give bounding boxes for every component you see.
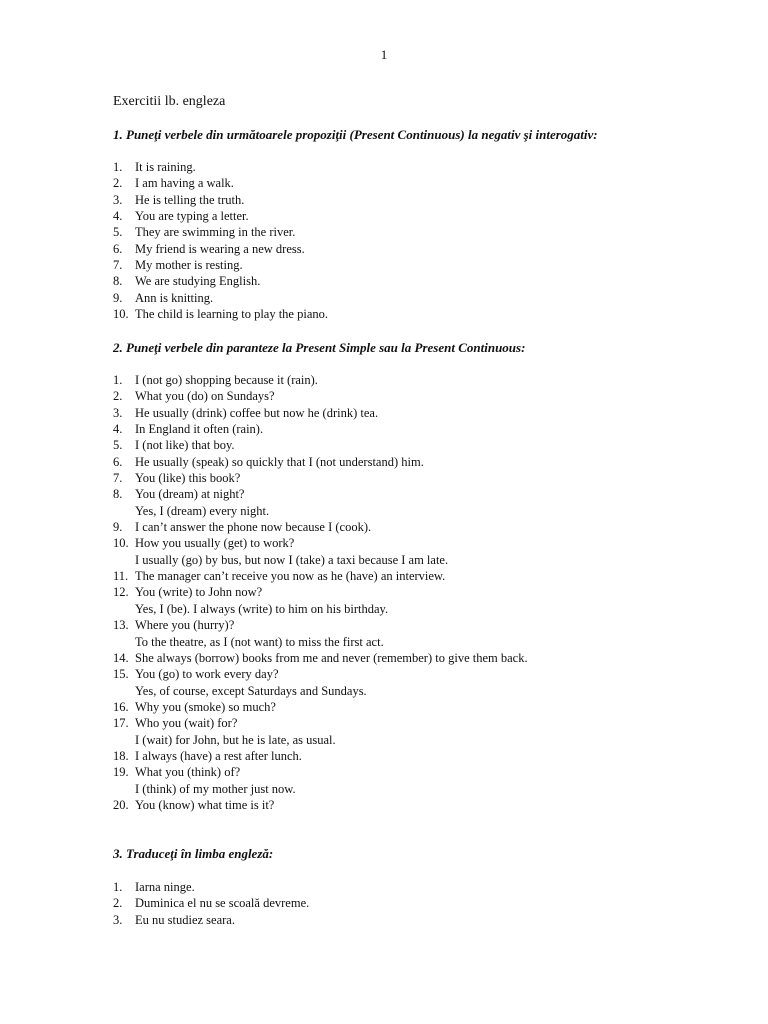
list-item — [113, 764, 528, 797]
item-text: It is raining. — [135, 160, 196, 174]
list-item — [113, 912, 309, 928]
item-number: 5. — [113, 438, 123, 453]
list-item — [113, 895, 309, 911]
list-item — [113, 715, 528, 748]
item-text: The child is learning to play the piano. — [135, 307, 329, 322]
item-number: 13. — [113, 618, 129, 633]
list-item — [113, 208, 328, 224]
list-item — [113, 617, 528, 650]
list-item — [113, 241, 328, 257]
item-text: Yes, I (be). I always (write) to him on his birthday. — [135, 601, 389, 616]
list-item — [113, 224, 328, 240]
item-text: To the theatre, as I (not want) to miss the first act. — [135, 634, 384, 649]
item-number: 9. — [113, 520, 123, 535]
section-3-heading: 3. Traduceţi în limba engleză: — [113, 846, 274, 861]
item-text: My friend is wearing a new dress. — [135, 241, 305, 256]
list-item — [113, 388, 528, 404]
list-item — [113, 748, 528, 764]
item-number: 2. — [113, 389, 123, 404]
item-number: 15. — [113, 667, 129, 682]
item-number: 18. — [113, 748, 129, 763]
item-text: You (like) this book? — [135, 471, 241, 486]
item-number: 7. — [113, 258, 123, 273]
list-item — [113, 535, 528, 568]
item-text: They are swimming in the river. — [135, 225, 296, 240]
list-item — [113, 372, 528, 388]
item-number: 3. — [113, 405, 123, 420]
item-number: 3. — [113, 912, 123, 927]
item-number: 6. — [113, 241, 123, 256]
item-text: We are studying English. — [135, 274, 261, 289]
item-text: Yes, I (dream) every night. — [135, 503, 270, 518]
item-number: 10. — [113, 307, 129, 322]
list-item — [113, 273, 328, 289]
item-text: In England it often (rain). — [135, 422, 264, 437]
list-item — [113, 486, 528, 519]
item-number: 10. — [113, 536, 129, 551]
item-number: 7. — [113, 471, 123, 486]
list-item — [113, 437, 528, 453]
item-text: I (think) of my mother just now. — [135, 781, 296, 796]
item-text: I (not go) shopping because it (rain). — [135, 373, 318, 387]
item-number: 16. — [113, 699, 129, 714]
item-text: The manager can’t receive you now as he (have) an interview. — [135, 569, 446, 584]
list-item — [113, 405, 528, 421]
item-number: 19. — [113, 765, 129, 780]
item-text: You (write) to John now? — [135, 585, 263, 600]
item-text: Yes, of course, except Saturdays and Sundays. — [135, 683, 367, 698]
item-number: 3. — [113, 192, 123, 207]
list-item — [113, 650, 528, 666]
item-number: 4. — [113, 422, 123, 437]
item-number: 14. — [113, 650, 129, 665]
section-3-list — [113, 879, 309, 928]
document-title: Exercitii lb. engleza — [113, 94, 226, 109]
item-text: Iarna ninge. — [135, 880, 195, 894]
item-number: 1. — [113, 880, 123, 894]
item-text: Who you (wait) for? — [135, 716, 238, 731]
list-item — [113, 470, 528, 486]
list-item — [113, 699, 528, 715]
list-item — [113, 192, 328, 208]
list-item — [113, 306, 328, 322]
item-number: 2. — [113, 896, 123, 911]
list-item — [113, 584, 528, 617]
item-number: 4. — [113, 209, 123, 224]
item-number: 17. — [113, 716, 129, 731]
item-text: You (dream) at night? — [135, 487, 245, 502]
item-number: 5. — [113, 225, 123, 240]
item-text: Why you (smoke) so much? — [135, 699, 276, 714]
item-text: My mother is resting. — [135, 258, 243, 273]
section-1-heading: 1. Puneţi verbele din următoarele propoziţii (Present Continuous) la negativ şi interogativ: — [113, 127, 598, 142]
page-number: 1 — [380, 47, 388, 62]
item-text: I can’t answer the phone now because I (cook). — [135, 520, 372, 535]
item-text: I (wait) for John, but he is late, as usual. — [135, 732, 336, 747]
item-text: She always (borrow) books from me and never (remember) to give them back. — [135, 650, 528, 665]
item-text: I (not like) that boy. — [135, 438, 235, 453]
list-item — [113, 568, 528, 584]
list-item — [113, 290, 328, 306]
list-item — [113, 666, 528, 699]
list-item — [113, 797, 528, 813]
item-text: Eu nu studiez seara. — [135, 912, 235, 927]
section-2-list — [113, 372, 528, 813]
item-number: 9. — [113, 290, 123, 305]
item-text: You (go) to work every day? — [135, 667, 279, 682]
item-text: I always (have) a rest after lunch. — [135, 748, 302, 763]
item-text: What you (think) of? — [135, 765, 241, 780]
item-text: I usually (go) by bus, but now I (take) a taxi because I am late. — [135, 552, 449, 567]
item-number: 2. — [113, 176, 123, 191]
list-item — [113, 454, 528, 470]
list-item — [113, 519, 528, 535]
list-item — [113, 421, 528, 437]
item-text: He usually (speak) so quickly that I (not understand) him. — [135, 454, 424, 469]
item-text: What you (do) on Sundays? — [135, 389, 275, 404]
item-text: You are typing a letter. — [135, 209, 249, 224]
section-1-list — [113, 159, 328, 322]
item-number: 1. — [113, 160, 123, 174]
item-number: 20. — [113, 797, 129, 812]
item-text: I am having a walk. — [135, 176, 234, 191]
item-number: 8. — [113, 274, 123, 289]
item-number: 11. — [113, 569, 129, 584]
item-number: 6. — [113, 454, 123, 469]
item-text: You (know) what time is it? — [135, 797, 275, 812]
item-number: 12. — [113, 585, 129, 600]
list-item — [113, 175, 328, 191]
section-2-heading: 2. Puneţi verbele din paranteze la Present Simple sau la Present Continuous: — [113, 340, 526, 355]
list-item — [113, 159, 328, 175]
item-text: He is telling the truth. — [135, 192, 245, 207]
item-text: How you usually (get) to work? — [135, 536, 295, 551]
list-item — [113, 879, 309, 895]
item-text: Ann is knitting. — [135, 290, 214, 305]
item-number: 1. — [113, 373, 123, 387]
item-number: 8. — [113, 487, 123, 502]
item-text: Duminica el nu se scoală devreme. — [135, 896, 310, 911]
list-item — [113, 257, 328, 273]
item-text: Where you (hurry)? — [135, 618, 235, 633]
item-text: He usually (drink) coffee but now he (drink) tea. — [135, 405, 379, 420]
